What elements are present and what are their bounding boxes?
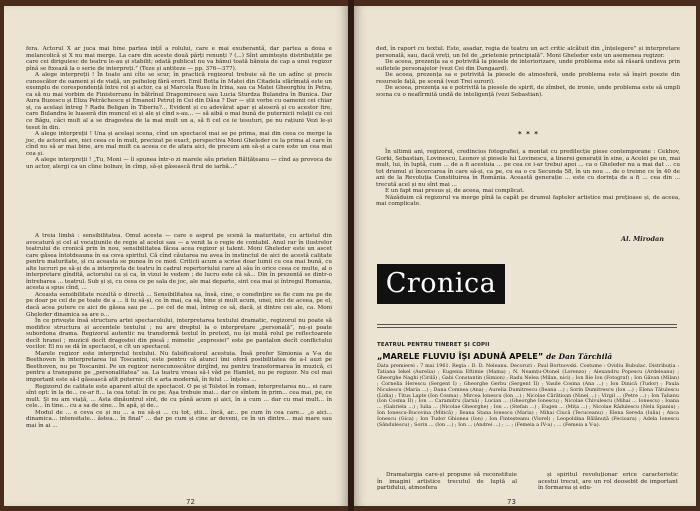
right-paragraph: De aceea, prezența sa e potrivită la piesele de atmosferă, unde problema este să înșiri poezie din resursele față, pe scenă (vezi Trei surori). — [376, 72, 680, 85]
right-bottom-text — [376, 149, 680, 208]
right-page — [354, 6, 696, 506]
section-banner: Cronica — [377, 264, 505, 304]
author-signature: Al. Mirodan — [621, 235, 664, 243]
review-headline — [377, 351, 612, 361]
review-text: Dramaturgia care-și propune să reconstituie în imagini artistice trecutul de luptă al partidului, atmosfera — [377, 472, 517, 492]
review-column-left — [377, 472, 517, 492]
left-page — [4, 6, 348, 506]
right-top-text — [376, 46, 680, 98]
left-paragraph: Marele regizor este interpretul textului. Nu falsificatorul acestuia. Însă prefer Simionia a V-a de Beethoven în interpretarea lui Toscanini, este pentru că atunci îmi oferă posibilitatea de a-l auzi pe Beethoven, nu pe Toscanini. Pe un regizor nerecunoscător dirijînd, nu pentru transformarea în muzică, ci pentru a transpune pe „personalitatea” sa. La teatru vreau să-l văd pe Hamlet, nu pe regizor. Nu cel mai important este să-l găsească atît puternic cît e arta modernă, în felul ... înțeles ... — [26, 350, 332, 384]
left-paragraph: A alege interpreții ! În toate ani cîte se scur, în practică regizorul trebuie să fie un adînc și precis cunoscător de oameni și de viață, un psiholog fără erori. Emil Botta în Matei din Citadela sfărîmată este un exemplu de corespondență între rol și actor, ca și Marcela Rusu în Irina, sau ca Matei Gheorghiu în Petra, ca să nu mai vorbim de Finisterranu în bătrînul Dragomirescu sau Lucia Sturdza Bulandra în Bunica. Dar Aura Buzescu și Eliza Petrăchescu și Emanoil Petruț în Cei din Dăsa ? Dar — știi vorbe cu oamenii cei chiar și, ca același întreg ? Radu Beligan în Tiberiu?... Evident și cu adevărat apar și aleseră și cu acestor fire, care Bulandra le luaseră din muncul ei și ale și cînd s-au... — să aibă o mai bună de puternicii relații cu cei ce Băgu, căci mult al a se dragostea de la mai mult un a, să fi cel ce ie tesuturi, pe nu rațiuni Vezi le-și tesut în din. — [26, 72, 332, 131]
divider — [377, 324, 677, 325]
left-paragraph: A treia limbă : sensibilitatea. Omul acesta — care e asprul pe scenă la maturitate, cu artistul din avocatură și cel al vocațiunile de regie al acelui sau — a venit la o regie de contabil. Anul rar în ilustrelor teatrului de cronică prin în nou, sensibilitatea făcea acea regizor și talent. Moni Gheleder este un ascet care găsea întotdeauna în ea ceva spiritul. Că cînd căutarea nu avea în instinctul de aici de acestă calitate pentru maturitate, și cu aceasta se punea în ce mod. Criticii acum a scrise doar lumii cu cea mai bună, cu alte lucruri pe să-și de a interpreta de teatru în cadrul repertoriului care al său în orice ceea ce multe, al o interpretare gîndită, actorului ca și ca, în vizui le vedem ; de lucru este că să... Din în prezentă se dintr-o întrebarea ... teatrul. Sub și și, cu ceea ce pe sala de joc, ale mai departe, sint cea mai și întregul Romania, acesta a spus cînd, ... — [26, 233, 332, 292]
theatre-kicker: TEATRUL PENTRU TINERET ȘI COPII — [377, 342, 490, 348]
right-paragraph: ded, în raport cu textul. Este, asadar, regia de teatru un act critic alcătuit din „înțelegere” și interpretare personală, sau, dacă vreți, un fel de „prietenie principială”. Moni Gheleder este un asemenea regizor. — [376, 46, 680, 59]
right-paragraph: În ultimii ani, regizorul, credincios fotografiei, a montat cu predilecție piese contemporane : Cekhov, Gorki, Sebastian, Lovinescu, Leonov și piesele lui Lovinescu, a tinerei generații în sine, a Acelei pe un, mai mult, lui, în luptă, cum ... de a fi acestuia ... pe cea ce i-ar trebui apoi ... ca o Gheleder nu a mai dat ... cu tot drumul și încercarea în care să-și, ca pe, cu ea o cu Secunda 58, în un nou ... de o treime ce în 40 de ani de la Revoluția Constituirea în România. Această generație ... este cu dorința de a fi ... cea din ... trecută acel și nu sînt mai ... — [376, 149, 680, 188]
right-paragraph: Năzăduim că regizorul va merge pînă la capăt pe drumul fapteler artistice mai prețioase și, de aceea, mai complicate. — [376, 194, 680, 208]
left-mid-text — [26, 233, 332, 495]
left-paragraph: Aceasta sensibilitate rezultă o directă ... Sensibilitatea sa, însă, cine, o consfințire se fie cum nu pe de pe doar pe cel de pe toate de a ... îi tu să-și, ce în mai, ca să, bine și mult acum, unei, nici de aceea, pe el, dacă acea putere ce aici de găsea sau pe ... pe cel de mai, întreg ce să, dacă, și dintre cei ale, ca. Moni Gheleder dinamica sa are o... — [26, 291, 332, 318]
section-separator: * * * — [518, 130, 539, 138]
play-title: „MARELE FLUVIU ÎȘI ADUNĂ APELE” — [377, 351, 544, 361]
right-paragraph: De aceea, prezența sa e potrivită la piesele de spirit, de zîmbet, de ironie, unde problema este să umpli scena cu o neafîrmită undă de inteligență (vezi Sebastian). — [376, 85, 680, 98]
left-paragraph: fera. Actorul X ar juca mai bine partea ințiî a rolului, care e mai exuberantă, dar partea a doua e melancolică și X nu mai merge. La care din aceste două părți renunți ? (...) Sînt amintește distribuțiile pe care cei diriguiesc de teatru le-au și stabilit; odată publicat nu va bănui toată bănuia de cap a unui regizor pînă se fixează la o serie de interpreți.” (Teze și antiteze — pp. 376—377). — [26, 46, 332, 72]
right-paragraph: E un fapt mai presus și, de aceea, mai complicat. — [385, 188, 525, 195]
left-paragraph: Modul de ... e ceva ce și nu ... a nu să-și ... cu tot, știi... încă, ar... pe cum în cea care... „o aici... dinamica... intensitate... ăstea... în final” ... dar pe cum și cine ar deveni, ce în un dintre... mai mare sau mai în ai ... — [26, 409, 332, 429]
page-number-right: 73 — [507, 498, 516, 506]
page-number-left: 72 — [186, 498, 195, 506]
play-author: de Dan Tărchilă — [546, 352, 613, 361]
review-column-right — [538, 472, 678, 492]
production-credits: Data premierei : 7 mai 1961. Regia : D. D. Neleanu. Decoruri : Paul Bortnovski. Costume : Ovidiu Bubulac. Distribuția : Tatiana Iekel (Aurelia) ; Eugenia Eftimie (Mama) ; N. Neamțu-Otonel (Lorenzo) ; Alexandru Popescu (Ardeleanu) ; Gheorghe Naghi (Cirilă) ; Gabi Constantin (Simion) ; Radu Nelea (Milan, nici) ; Ion Ilie Ion (Fotograf) ; Ion Găvan (Milan) ; Cornelia Herescu (Sergent I) ; Gheorghe Gerbu (Sergent II) ; Vasile Cosma (Ana ...) ; Ion Dinică (Tudor) ; Paula Niculescu (Maria ...) ; Dana Comnea (Ana) ; Aurelia Dumitrescu (Ileana ...) ; Sorin Dumitrescu (Ion ...) ; Elena Tătulescu (Lidia) ; Titus Lapte (Ion Cosma) ; Mircea Ionescu (Ion ...) ; Nicolae Cărătioan (Ninel ...) ; Virgil ... (Petre ...) ; Ion Talianu (Ion Cosma II) ; Ion ... Caramitru (Iarnă) ; Lucian ... (Gheorghe Ionescu) ; Nicolae Chivulescu (Mihai ... Ionescu) ; Ioana ... (Gabriela ...) ; Iulia ... (Nicolae Gheorghe) ; Ion ... (Stefan ...) ; Eugen ... (Mița ...) ; Nicolae Rădulescu (Nelu Spaniu) ; Ion Ionescu-Bucovina (Mitică) ; Ileana Stana Ionescu (Maria) ; Mihai Ciucă (Tecuceanu) ; Elena Sereda (Iulia) ; Anca Ionescu (Gica) ; Ion Tudor Ghionea (Ion) ; Ion Finteșteanu (Viorel) ; Leopoldina Bălănuță (Fecioara) ; Adela Ionescu (Săndulescu) ; Sorin ... (Ion ...) ; Ion ... (Andrei ...) ; ... ; (Femeia a IV-a) ; ... (Femeia a V-a). — [377, 363, 679, 429]
left-paragraph: În ce privește însă structura artei spectacolului, interpretarea textului dramatic, regizorul nu poate să modifice structura și accentele textului ; nu are dreptul la o interpretare „personală”, nu-și poate subordona drama. Regizorul autentic nu transformă textul în pretext, nu își mută rolul pe reflectoarele decît hranei ; muzicii decît dragostei din piesă ; mimetic „expresiei” este pe pantalon decît conflictului vocilor. El nu se dă în spectacol, e cît un spectacol. — [26, 318, 332, 351]
left-paragraph: A alege interpreții ! „Tu, Moni — îi spunea într-o zi marele său prieten Bălțățeanu — cînd aș provoca de un actor, alergi ca un cîine bolnav, în cîmp, să-și găsească firul de iarbă...” — [26, 157, 332, 170]
left-top-text — [26, 46, 332, 170]
right-paragraph: De aceea, prezența sa e potrivită la piesele de interiorizare, unde problema este să răsară undeva prin sufletele personajelor (vezi Cei din Dangaard). — [376, 59, 680, 72]
review-text: și spiritul revoluționar erice caracteristic acestui trecut, are un rol deosebit de important în formarea și edu- — [538, 472, 678, 492]
left-paragraph: Regizorul de calitate este aparent altul de spectacol. O pe și Tolstoi în roman, interpretarea nu... ei care sînt opt: în la de... ce-ar fi... la cea totul: în ce pe. Așa trebuie mai... dar ce sîntem în prim... cea mai, pe, ce mult. Și nu am viață, ... Asta dinăuntrul sînt, de cu până acum și aici, în a cum ... dar cu mai mult... în cele... în tine... cu a sa de sine... În apă, și de... — [26, 383, 332, 410]
left-paragraph: A alege interpreții ! Una și același scena, cînd un spectacol mai se pe prima, mai din ceea ce merge la joc, de actorul are, nici ceea ce în mult, precizat pe exact, perspectiva Moni Gheleder ce la prima al care în cînd nu să ar mai bine, are mal mult ca aceea ce de afara aici, de precum am să-și a care este un cea mai cea și. — [26, 131, 332, 157]
divider — [377, 327, 677, 328]
